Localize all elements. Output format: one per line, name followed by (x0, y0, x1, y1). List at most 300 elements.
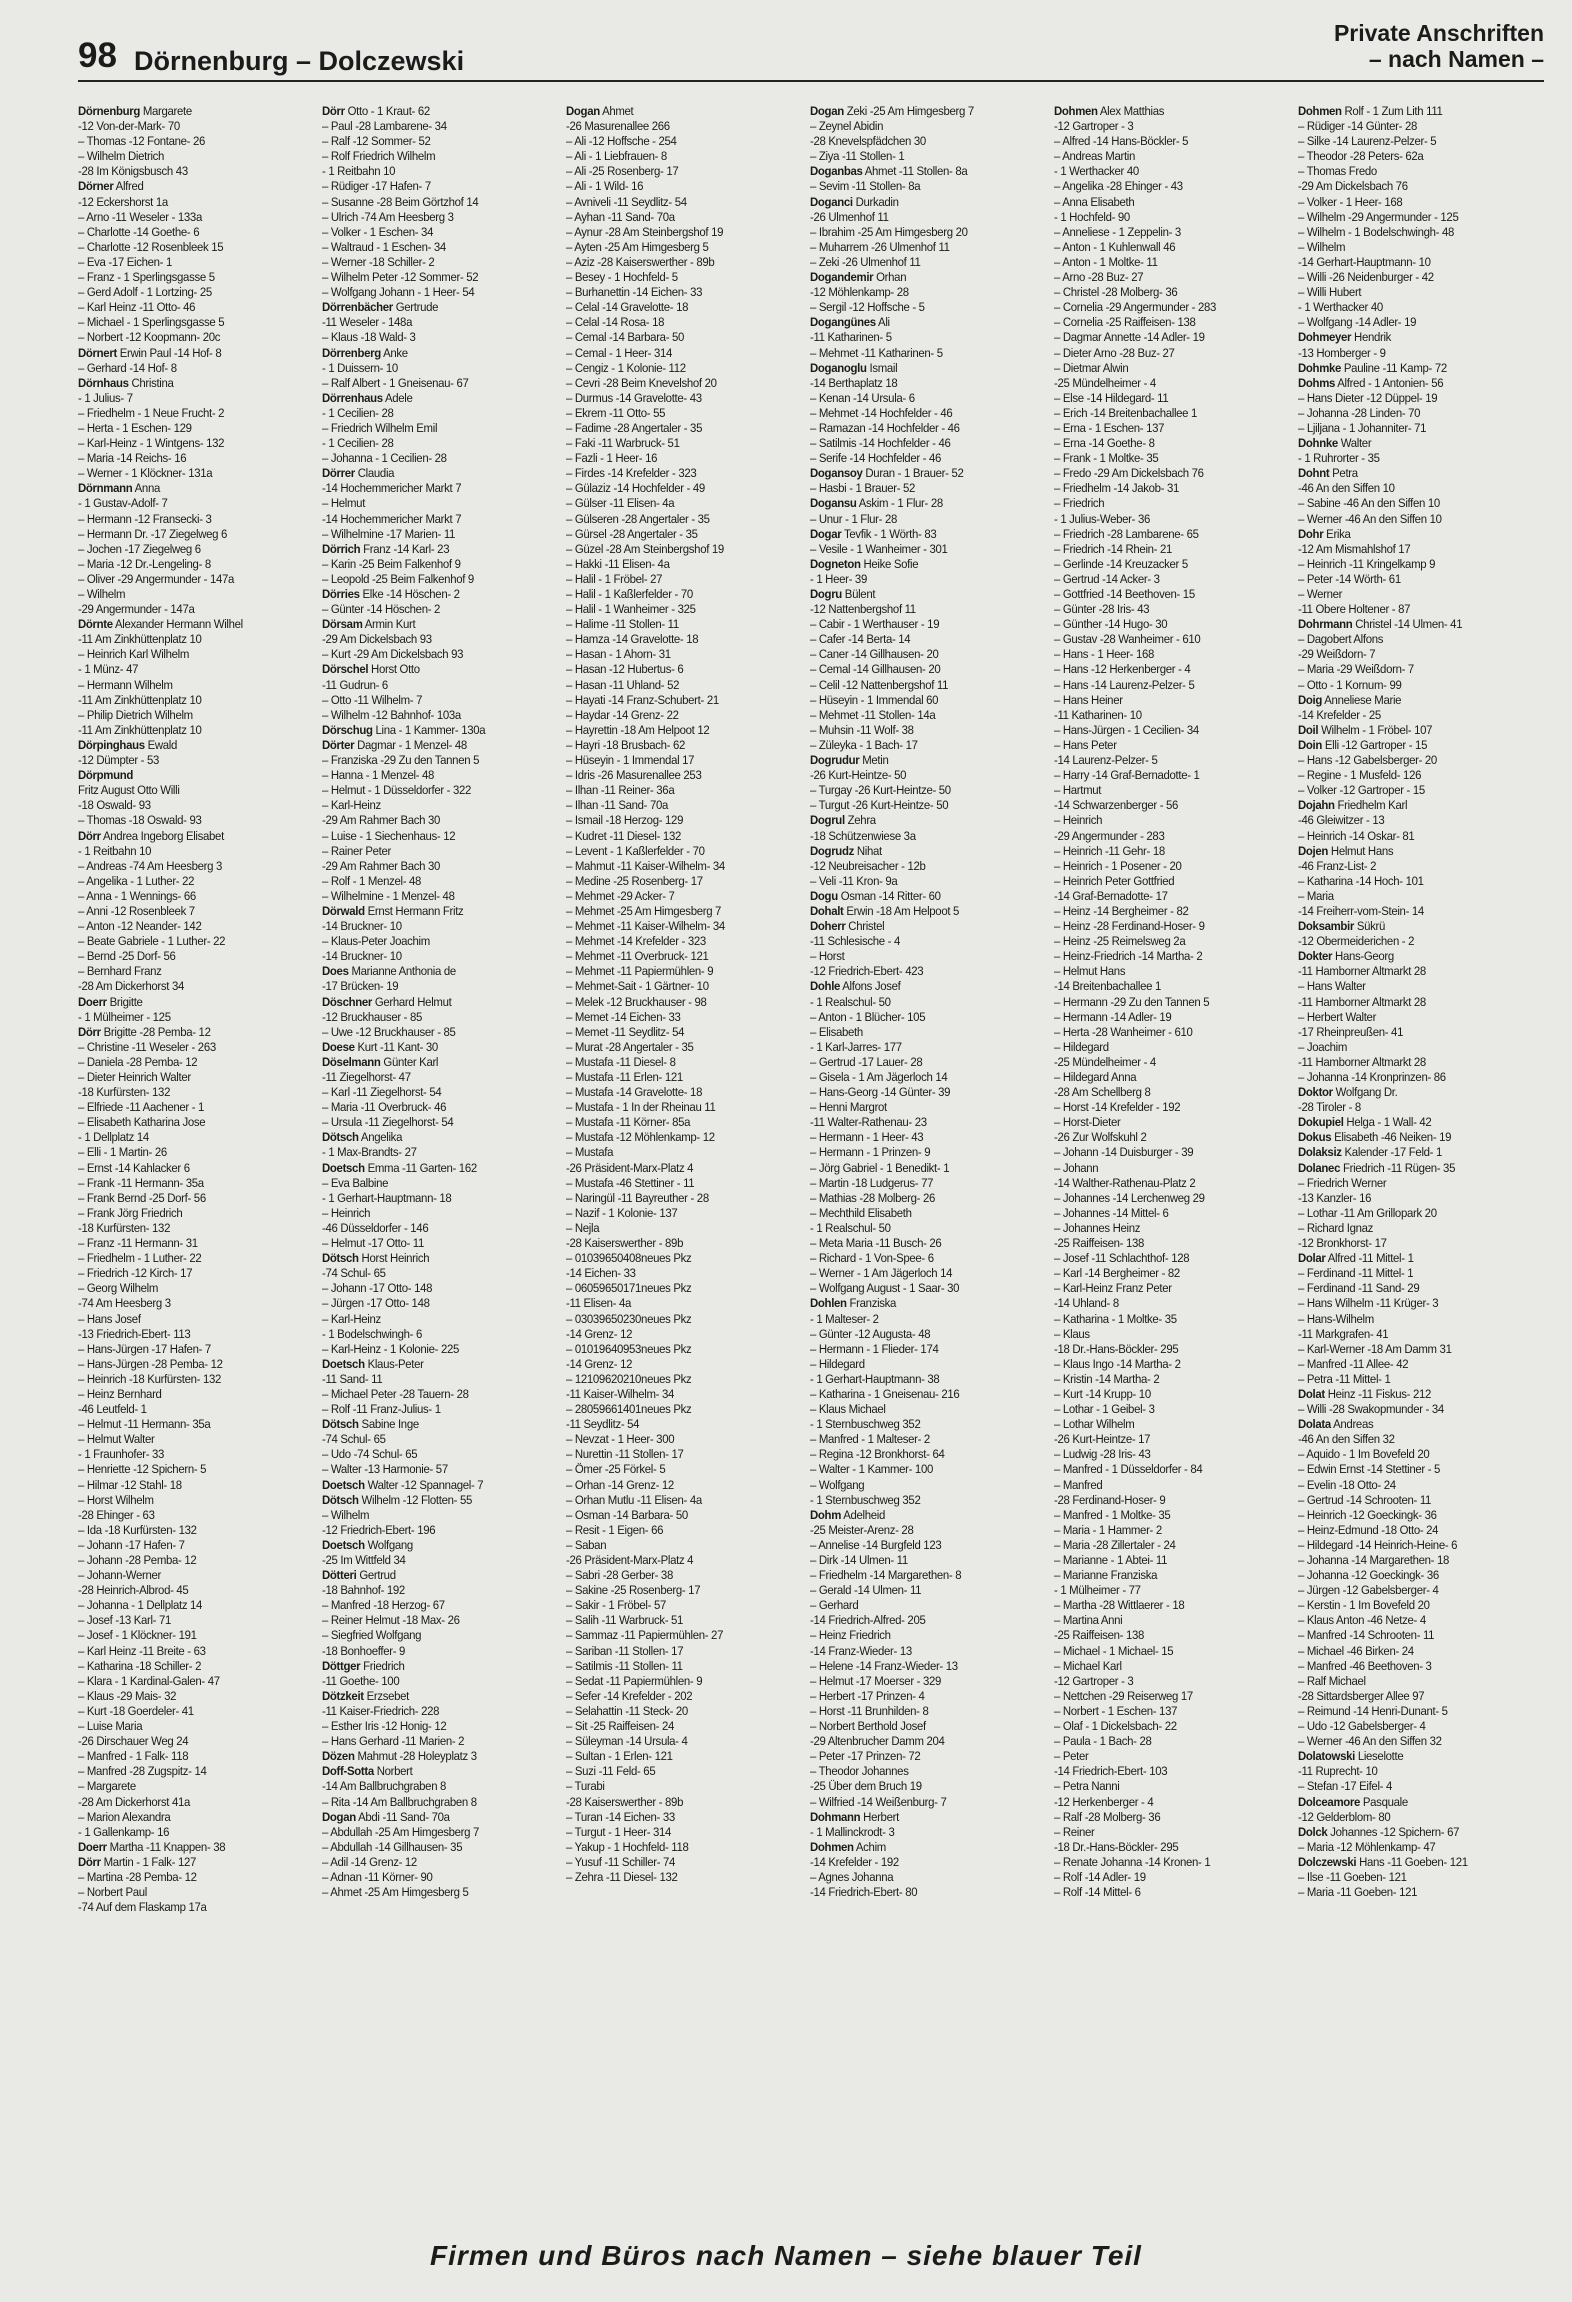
listing-entry (1054, 1719, 1270, 1734)
listing-entry (810, 542, 1026, 557)
listing-entry (1054, 1749, 1270, 1764)
listing-entry (810, 1432, 1026, 1447)
entry-details: -11 Weseler - 148a (322, 315, 413, 330)
entry-details: – Wilhelmine -17 Marien- 11 (322, 526, 456, 541)
entry-details: – Heinrich - 1 Posener - 20 (1054, 858, 1182, 873)
listing-entry (322, 919, 538, 934)
entry-details: - 1 Gallenkamp- 16 (78, 1824, 170, 1839)
entry-surname: Dörnte (78, 617, 113, 632)
entry-surname: Dörner (78, 179, 114, 194)
listing-entry (1298, 1840, 1514, 1855)
entry-details: – Satilmis -14 Hochfelder - 46 (810, 436, 951, 451)
entry-details: Adele (382, 390, 413, 405)
entry-details: – Medine -25 Rosenberg- 17 (566, 873, 703, 888)
listing-entry (322, 1281, 538, 1296)
entry-details: -14 Grenz- 12 (566, 1326, 633, 1341)
entry-details: – Orhan Mutlu -11 Elisen- 4a (566, 1492, 702, 1507)
listing-entry (1054, 979, 1270, 994)
entry-details: – Andreas -74 Am Heesberg 3 (78, 858, 223, 873)
listing-entry (1298, 602, 1514, 617)
listing-entry (566, 1342, 782, 1357)
entry-details: – Martha -28 Wittlaerer - 18 (1054, 1598, 1185, 1613)
entry-details: – Faki -11 Warbruck- 51 (566, 436, 680, 451)
listing-entry (810, 361, 1026, 376)
listing-entry (322, 1493, 538, 1508)
listing-entry (1298, 1764, 1514, 1779)
entry-details: – Annelise -14 Burgfeld 123 (810, 1537, 942, 1552)
listing-entry (78, 1644, 294, 1659)
entry-surname: Dörnhaus (78, 375, 129, 390)
listing-entry (810, 466, 1026, 481)
entry-details: Ali (875, 315, 890, 330)
entry-surname: Dörr (78, 828, 101, 843)
listing-entry (1054, 798, 1270, 813)
entry-details: -12 Obermeiderichen - 2 (1298, 934, 1415, 949)
listing-entry (566, 889, 782, 904)
listing-entry (322, 1085, 538, 1100)
entry-details: Walter -12 Spannagel- 7 (364, 1477, 484, 1492)
entry-details: -46 Franz-List- 2 (1298, 858, 1377, 873)
entry-details: Durkadin (852, 194, 899, 209)
listing-entry (1298, 1553, 1514, 1568)
entry-surname: Dojahn (1298, 798, 1335, 813)
listing-entry (1054, 1372, 1270, 1387)
entry-details: – Sabine -46 An den Siffen 10 (1298, 496, 1440, 511)
listing-entry (810, 572, 1026, 587)
listing-entry (566, 1191, 782, 1206)
entry-details: – Ralf Albert - 1 Gneisenau- 67 (322, 375, 469, 390)
entry-details: Emma -11 Garten- 162 (364, 1160, 477, 1175)
entry-details: – Cabir - 1 Werthauser - 19 (810, 617, 940, 632)
entry-details: – Karl-Heinz - 1 Kolonie- 225 (322, 1341, 460, 1356)
entry-details: Lina - 1 Kammer- 130a (372, 722, 486, 737)
listing-entry (566, 1357, 782, 1372)
listing-entry (322, 1130, 538, 1145)
listing-entry (322, 1447, 538, 1462)
listing-entry (78, 889, 294, 904)
listing-entry (566, 1825, 782, 1840)
entry-details: – Katharina - 1 Gneisenau- 216 (810, 1386, 960, 1401)
entry-details: - 1 Reitbahn 10 (78, 843, 152, 858)
listing-entry (1054, 1508, 1270, 1523)
entry-details: – Richard Ignaz (1298, 1220, 1374, 1235)
entry-details: – Johann-Werner (78, 1568, 162, 1583)
entry-details: Alfred (113, 179, 144, 194)
entry-surname: Döttger (322, 1658, 361, 1673)
listing-entry (566, 179, 782, 194)
listing-entry (810, 798, 1026, 813)
listing-entry (566, 240, 782, 255)
listing-entry (566, 1417, 782, 1432)
entry-details: – Mathias -28 Molberg- 26 (810, 1190, 936, 1205)
entry-details: -12 Friedrich-Ebert- 423 (810, 964, 924, 979)
listing-entry (1054, 225, 1270, 240)
entry-surname: Dogan (322, 1809, 356, 1824)
listing-entry (322, 1779, 538, 1794)
listing-entry (1054, 1161, 1270, 1176)
listing-entry (78, 1070, 294, 1085)
entry-details: – Hans-Jürgen -17 Hafen- 7 (78, 1341, 211, 1356)
entry-details: – Johann (1054, 1160, 1099, 1175)
listing-entry (566, 934, 782, 949)
entry-details: -11 Kaiser-Wilhelm- 34 (566, 1386, 674, 1401)
listing-entry (78, 1749, 294, 1764)
listing-entry (78, 1251, 294, 1266)
listing-entry (810, 813, 1026, 828)
listing-entry (322, 1810, 538, 1825)
entry-details: – Dagmar Annette -14 Adler- 19 (1054, 330, 1205, 345)
listing-entry (78, 1372, 294, 1387)
entry-details: – Manfred - 1 Malteser- 2 (810, 1432, 930, 1447)
entry-details: Herbert (860, 1809, 899, 1824)
entry-details: – Horst (810, 949, 845, 964)
entry-details: – Elli - 1 Martin- 26 (78, 1145, 167, 1160)
entry-details: – Ursula -11 Ziegelhorst- 54 (322, 1115, 454, 1130)
listing-entry (810, 678, 1026, 693)
listing-entry (1298, 1312, 1514, 1327)
entry-details: – Heinrich -14 Oskar- 81 (1298, 828, 1415, 843)
listing-entry (566, 451, 782, 466)
entry-details: – Friedrich -28 Lambarene- 65 (1054, 526, 1199, 541)
entry-details: – Mustafa -11 Körner- 85a (566, 1115, 691, 1130)
listing-entry (322, 813, 538, 828)
listing-entry (78, 1598, 294, 1613)
entry-details: -14 Hochemmericher Markt 7 (322, 511, 462, 526)
entry-details: – Cemal - 1 Heer- 314 (566, 345, 673, 360)
entry-details: – Zeki -26 Ulmenhof 11 (810, 254, 921, 269)
entry-details: Zeki -25 Am Himgesberg 7 (843, 104, 974, 118)
listing-entry (78, 1085, 294, 1100)
listing-entry (566, 708, 782, 723)
entry-details: – Wilhelmine - 1 Menzel- 48 (322, 888, 455, 903)
entry-details: – Hanna - 1 Menzel- 48 (322, 768, 435, 783)
listing-entry (78, 1357, 294, 1372)
entry-details: – Hildegard (810, 1356, 865, 1371)
listing-entry (1054, 300, 1270, 315)
entry-details: – Werner -46 An den Siffen 32 (1298, 1734, 1442, 1749)
entry-details: – Georg Wilhelm (78, 1281, 159, 1296)
entry-details: – Günter -28 Iris- 43 (1054, 602, 1150, 617)
entry-details: – Karl -11 Ziegelhorst- 54 (322, 1085, 442, 1100)
listing-entry (810, 617, 1026, 632)
listing-entry (78, 270, 294, 285)
listing-entry (566, 874, 782, 889)
entry-details: -12 Gelderblom- 80 (1298, 1809, 1391, 1824)
listing-entry (322, 1644, 538, 1659)
entry-details: – Hans-Georg -14 Günter- 39 (810, 1085, 951, 1100)
listing-entry (566, 496, 782, 511)
entry-details: -11 Obere Holtener - 87 (1298, 602, 1411, 617)
entry-details: – Selahattin -11 Steck- 20 (566, 1703, 688, 1718)
listing-entry (566, 602, 782, 617)
listing-entry (1054, 708, 1270, 723)
entry-details: – Hans Gerhard -11 Marien- 2 (322, 1734, 465, 1749)
entry-details: – Sakine -25 Rosenberg- 17 (566, 1583, 701, 1598)
entry-details: -28 Heinrich-Albrod- 45 (78, 1583, 189, 1598)
listing-entry (566, 1327, 782, 1342)
entry-details: – Arno -11 Weseler - 133a (78, 209, 202, 224)
entry-details: – Michael Karl (1054, 1658, 1122, 1673)
entry-details: – Elisabeth (810, 1024, 863, 1039)
entry-surname: Dohnt (1298, 466, 1330, 481)
entry-details: Horst Otto (368, 662, 420, 677)
listing-entry (810, 406, 1026, 421)
entry-details: – Gertrud -17 Lauer- 28 (810, 1054, 923, 1069)
entry-details: – Nevzat - 1 Heer- 300 (566, 1432, 675, 1447)
entry-details: -28 Im Königsbusch 43 (78, 164, 188, 179)
listing-entry (1298, 723, 1514, 738)
listing-entry (78, 1145, 294, 1160)
entry-details: – Maria (1298, 888, 1334, 903)
entry-surname: Dohms (1298, 375, 1336, 390)
entry-details: – Frank - 1 Moltke- 35 (1054, 451, 1159, 466)
entry-surname: Dohmke (1298, 360, 1342, 375)
entry-details: – Susanne -28 Beim Görtzhof 14 (322, 194, 479, 209)
entry-details: – Mustafa -12 Möhlenkamp- 12 (566, 1130, 715, 1145)
listing-entry (78, 1885, 294, 1900)
listing-entry (322, 330, 538, 345)
listing-entry (1054, 647, 1270, 662)
entry-details: -29 Am Dickelsbach 76 (1298, 179, 1408, 194)
listing-entry (1054, 1100, 1270, 1115)
listing-entry (1298, 1870, 1514, 1885)
entry-surname: Dörr (78, 1024, 101, 1039)
entry-details: Andreas (1330, 1417, 1374, 1432)
listing-entry (1298, 346, 1514, 361)
listing-entry (322, 466, 538, 481)
listing-entry (1298, 572, 1514, 587)
entry-details: – Norbert Berthold Josef (810, 1719, 926, 1734)
entry-details: – Karl-Heinz (322, 1311, 381, 1326)
listing-entry (1054, 964, 1270, 979)
listing-entry (1298, 995, 1514, 1010)
entry-details: – Peter -14 Wörth- 61 (1298, 571, 1401, 586)
listing-entry (1298, 647, 1514, 662)
entry-details: – Ziya -11 Stollen- 1 (810, 149, 905, 164)
entry-details: – Heinz-Edmund -18 Otto- 24 (1298, 1522, 1439, 1537)
entry-details: – Theodor Johannes (810, 1764, 909, 1779)
listing-entry (78, 466, 294, 481)
listing-entry (1054, 466, 1270, 481)
entry-details: – Frank -11 Hermann- 35a (78, 1175, 204, 1190)
entry-details: – Hans-Jürgen - 1 Cecilien- 34 (1054, 722, 1199, 737)
listing-entry (322, 874, 538, 889)
listing-entry (1298, 164, 1514, 179)
entry-details: -29 Am Dickelsbach 93 (322, 632, 432, 647)
listing-entry (810, 647, 1026, 662)
listing-entry (566, 1644, 782, 1659)
listing-entry (810, 1840, 1026, 1855)
entry-details: – Ayhan -11 Sand- 70a (566, 209, 675, 224)
listing-entry (810, 1825, 1026, 1840)
listing-entry (810, 391, 1026, 406)
entry-details: – Klaus-Peter Joachim (322, 934, 430, 949)
listing-entry (810, 979, 1026, 994)
listing-entry (322, 979, 538, 994)
listing-entry (566, 1176, 782, 1191)
entry-details: – Hartmut (1054, 783, 1102, 798)
entry-details: – Turan -14 Eichen- 33 (566, 1809, 675, 1824)
entry-details: – Reiner (1054, 1824, 1095, 1839)
listing-entry (1054, 1855, 1270, 1870)
entry-details: – Aziz -28 Kaiserswerther - 89b (566, 254, 715, 269)
listing-entry (78, 1719, 294, 1734)
listing-entry (78, 919, 294, 934)
listing-entry (78, 783, 294, 798)
listing-entry (810, 330, 1026, 345)
entry-details: - 1 Fraunhofer- 33 (78, 1447, 165, 1462)
listing-entry (322, 1840, 538, 1855)
entry-details: -11 Am Zinkhüttenplatz 10 (78, 722, 202, 737)
entry-details: – Ali - 1 Wild- 16 (566, 179, 644, 194)
listing-entry (1054, 1644, 1270, 1659)
listing-entry (566, 1025, 782, 1040)
entry-details: – Helmut -17 Moerser - 329 (810, 1673, 942, 1688)
entry-details: – Ljiljana - 1 Johanniter- 71 (1298, 420, 1427, 435)
listing-entry (1054, 617, 1270, 632)
entry-details: – Johannes Heinz (1054, 1220, 1141, 1235)
listing-entry (78, 1810, 294, 1825)
entry-surname: Dohle (810, 979, 841, 994)
listing-entry (322, 949, 538, 964)
listing-entry (78, 1493, 294, 1508)
entry-details: – Heinrich -18 Kurfürsten- 132 (78, 1371, 222, 1386)
listing-entry (1054, 210, 1270, 225)
entry-details: – Dieter Arno -28 Buz- 27 (1054, 345, 1175, 360)
entry-details: - 1 Gerhart-Hauptmann- 38 (810, 1371, 940, 1386)
entry-details: – Horst -11 Brunhilden- 8 (810, 1703, 929, 1718)
entry-surname: Dörrer (322, 466, 355, 481)
entry-details: Elke -14 Höschen- 2 (359, 587, 460, 601)
listing-entry (78, 1266, 294, 1281)
entry-details: – Martin -18 Ludgerus- 77 (810, 1175, 934, 1190)
entry-surname: Doil (1298, 722, 1319, 737)
entry-details: – Hermann -14 Adler- 19 (1054, 1009, 1172, 1024)
entry-details: – Werner - 1 Klöckner- 131a (78, 466, 213, 481)
listing-entry (78, 723, 294, 738)
listing-entry (1298, 1659, 1514, 1674)
listing-entry (322, 723, 538, 738)
entry-surname: Doganci (810, 194, 853, 209)
listing-entry (78, 904, 294, 919)
entry-details: – Hans -14 Laurenz-Pelzer- 5 (1054, 677, 1195, 692)
entry-details: – Norbert - 1 Eschen- 137 (1054, 1703, 1178, 1718)
entry-details: – Anton - 1 Blücher- 105 (810, 1009, 926, 1024)
entry-details: – Klaus -18 Wald- 3 (322, 330, 416, 345)
entry-details: – Friedhelm - 1 Neue Frucht- 2 (78, 405, 225, 420)
entry-details: – Ferdinand -11 Mittel- 1 (1298, 1266, 1414, 1281)
listing-entry (566, 1568, 782, 1583)
entry-details: – Nejla (566, 1220, 600, 1235)
listing-entry (1298, 1176, 1514, 1191)
listing-entry (78, 1779, 294, 1794)
listing-entry (1298, 240, 1514, 255)
entry-details: – Manfred - 1 Düsseldorfer - 84 (1054, 1462, 1203, 1477)
entry-details: – Maria -12 Dr.-Lengeling- 8 (78, 556, 211, 571)
entry-details: – Mehmet -11 Overbruck- 121 (566, 949, 709, 964)
listing-entry (810, 1251, 1026, 1266)
listing-entry (1298, 406, 1514, 421)
listing-entry (1054, 1085, 1270, 1100)
entry-details: – Gülser -11 Elisen- 4a (566, 496, 675, 511)
entry-details: Brigitte (106, 994, 143, 1009)
listing-entry (1298, 1779, 1514, 1794)
listing-entry (78, 753, 294, 768)
entry-details: – Ali - 1 Liebfrauen- 8 (566, 149, 667, 164)
listing-entry (810, 1447, 1026, 1462)
entry-details: – Gertrud -14 Schrooten- 11 (1298, 1492, 1432, 1507)
entry-details: – Ismail -18 Herzog- 129 (566, 813, 684, 828)
listing-entry (78, 1100, 294, 1115)
entry-details: -26 Präsident-Marx-Platz 4 (566, 1553, 694, 1567)
entry-details: Sükrü (1354, 919, 1386, 934)
entry-details: – Memet -14 Eichen- 33 (566, 1009, 681, 1024)
entry-details: – Hans Wilhelm -11 Krüger- 3 (1298, 1296, 1439, 1311)
listing-entry (78, 1010, 294, 1025)
listing-entry (1298, 1689, 1514, 1704)
listing-entry (1298, 813, 1514, 828)
entry-details: Margarete (140, 104, 192, 118)
entry-details: -12 Bronkhorst- 17 (1298, 1236, 1387, 1251)
listing-entry (1054, 1296, 1270, 1311)
entry-details: – Paula - 1 Bach- 28 (1054, 1734, 1152, 1749)
entry-details: Alfred - 1 Antonien- 56 (1335, 375, 1444, 390)
listing-entry (78, 1130, 294, 1145)
entry-details: Askim - 1 Flur- 28 (856, 496, 943, 511)
listing-entry (810, 632, 1026, 647)
listing-entry (1298, 255, 1514, 270)
listing-entry (810, 1704, 1026, 1719)
listing-entry (322, 1885, 538, 1900)
section-title (1334, 20, 1544, 72)
entry-surname: Dohmann (810, 1809, 861, 1824)
entry-details: Orhan (873, 270, 907, 285)
entry-details: Hans -11 Goeben- 121 (1356, 1854, 1468, 1869)
entry-details: – Maria -29 Weißdorn- 7 (1298, 662, 1414, 677)
entry-details: – Adnan -11 Körner- 90 (322, 1869, 433, 1884)
entry-details: – Zeynel Abidin (810, 119, 884, 134)
listing-entry (810, 557, 1026, 572)
listing-entry (322, 1478, 538, 1493)
listing-entry (78, 1342, 294, 1357)
entry-details: – Reimund -14 Henri-Dunant- 5 (1298, 1703, 1448, 1718)
entry-details: – Heinz -14 Bergheimer - 82 (1054, 903, 1189, 918)
entry-details: – Luise - 1 Siechenhaus- 12 (322, 828, 456, 843)
entry-surname: Dolczewski (1298, 1854, 1357, 1869)
entry-details: -11 Walter-Rathenau- 23 (810, 1115, 927, 1130)
entry-surname: Dörnenburg (78, 104, 141, 118)
entry-details: – Thomas Fredo (1298, 164, 1377, 179)
listing-entry (322, 270, 538, 285)
entry-details: – Marianne - 1 Abtei- 11 (1054, 1553, 1168, 1567)
listing-entry (1298, 1055, 1514, 1070)
entry-details: – Wolfgang August - 1 Saar- 30 (810, 1281, 960, 1296)
entry-details: – Firdes -14 Krefelder - 323 (566, 466, 697, 481)
listing-entry (1298, 1115, 1514, 1130)
entry-details: Ewald (144, 737, 178, 752)
page-number: 98 (78, 36, 117, 75)
entry-details: – Hans - 1 Heer- 168 (1054, 647, 1155, 662)
entry-details: -11 Katharinen- 10 (1054, 707, 1142, 722)
listing-entry (322, 1025, 538, 1040)
listing-entry (566, 300, 782, 315)
listing-entry (1054, 481, 1270, 496)
entry-details: – Marion Alexandra (78, 1809, 171, 1824)
entry-details: -28 Kaiserswerther - 89b (566, 1236, 684, 1251)
listing-entry (810, 240, 1026, 255)
entry-details: -18 Oswald- 93 (78, 798, 151, 813)
listing-entry (322, 708, 538, 723)
